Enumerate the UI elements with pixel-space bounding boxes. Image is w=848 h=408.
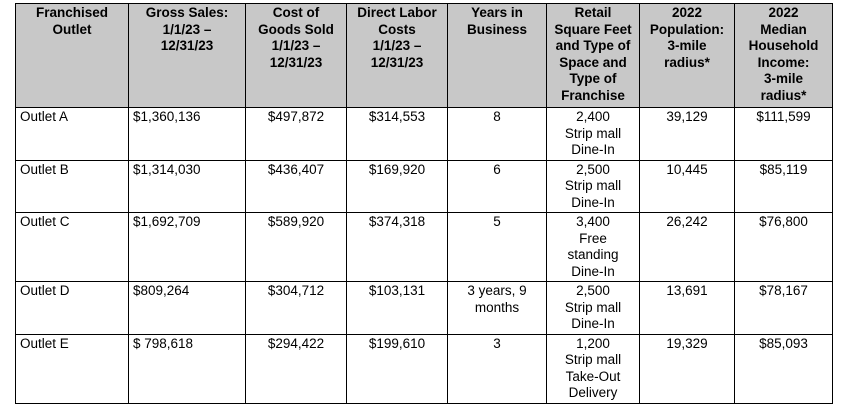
cell-income: $76,800	[735, 213, 833, 282]
header-cost-of-goods-sold: Cost of Goods Sold 1/1/23 – 12/31/23	[246, 4, 347, 108]
cell-cogs: $497,872	[246, 108, 347, 161]
franchise-outlet-table	[15, 3, 833, 404]
header-direct-labor-costs: Direct Labor Costs 1/1/23 – 12/31/23	[347, 4, 448, 108]
cell-outlet: Outlet B	[16, 160, 129, 213]
table-row-outlet-e	[16, 334, 833, 403]
cell-labor: $374,318	[347, 213, 448, 282]
cell-gross-sales: $ 798,618	[129, 334, 246, 403]
cell-outlet: Outlet C	[16, 213, 129, 282]
header-median-income: 2022 Median Household Income: 3-mile radius*	[735, 4, 833, 108]
cell-cogs: $294,422	[246, 334, 347, 403]
header-retail-square-feet: Retail Square Feet and Type of Space and Type of Franchise	[547, 4, 640, 108]
header-gross-sales: Gross Sales: 1/1/23 – 12/31/23	[129, 4, 246, 108]
cell-gross-sales: $1,360,136	[129, 108, 246, 161]
cell-space: 2,500 Strip mall Dine-In	[547, 282, 640, 335]
table-row-outlet-b	[16, 160, 833, 213]
header-row	[16, 4, 833, 108]
cell-outlet: Outlet E	[16, 334, 129, 403]
cell-income: $85,093	[735, 334, 833, 403]
cell-income: $78,167	[735, 282, 833, 335]
cell-cogs: $304,712	[246, 282, 347, 335]
cell-cogs: $589,920	[246, 213, 347, 282]
cell-labor: $103,131	[347, 282, 448, 335]
cell-gross-sales: $809,264	[129, 282, 246, 335]
table-row-outlet-a	[16, 108, 833, 161]
cell-population: 26,242	[640, 213, 735, 282]
cell-space: 3,400 Free standing Dine-In	[547, 213, 640, 282]
cell-space: 2,400 Strip mall Dine-In	[547, 108, 640, 161]
franchise-outlet-table-container	[15, 3, 833, 404]
header-years-in-business: Years in Business	[448, 4, 547, 108]
cell-income: $85,119	[735, 160, 833, 213]
cell-gross-sales: $1,314,030	[129, 160, 246, 213]
cell-outlet: Outlet D	[16, 282, 129, 335]
table-row-outlet-c	[16, 213, 833, 282]
cell-labor: $314,553	[347, 108, 448, 161]
cell-population: 19,329	[640, 334, 735, 403]
cell-labor: $199,610	[347, 334, 448, 403]
cell-labor: $169,920	[347, 160, 448, 213]
header-franchised-outlet: Franchised Outlet	[16, 4, 129, 108]
cell-years: 8	[448, 108, 547, 161]
table-row-outlet-d	[16, 282, 833, 335]
cell-gross-sales: $1,692,709	[129, 213, 246, 282]
cell-space: 1,200 Strip mall Take-Out Delivery	[547, 334, 640, 403]
header-population: 2022 Population: 3-mile radius*	[640, 4, 735, 108]
cell-years: 6	[448, 160, 547, 213]
cell-years: 3 years, 9 months	[448, 282, 547, 335]
cell-cogs: $436,407	[246, 160, 347, 213]
cell-population: 39,129	[640, 108, 735, 161]
cell-years: 3	[448, 334, 547, 403]
cell-population: 13,691	[640, 282, 735, 335]
cell-years: 5	[448, 213, 547, 282]
cell-income: $111,599	[735, 108, 833, 161]
cell-space: 2,500 Strip mall Dine-In	[547, 160, 640, 213]
cell-outlet: Outlet A	[16, 108, 129, 161]
cell-population: 10,445	[640, 160, 735, 213]
